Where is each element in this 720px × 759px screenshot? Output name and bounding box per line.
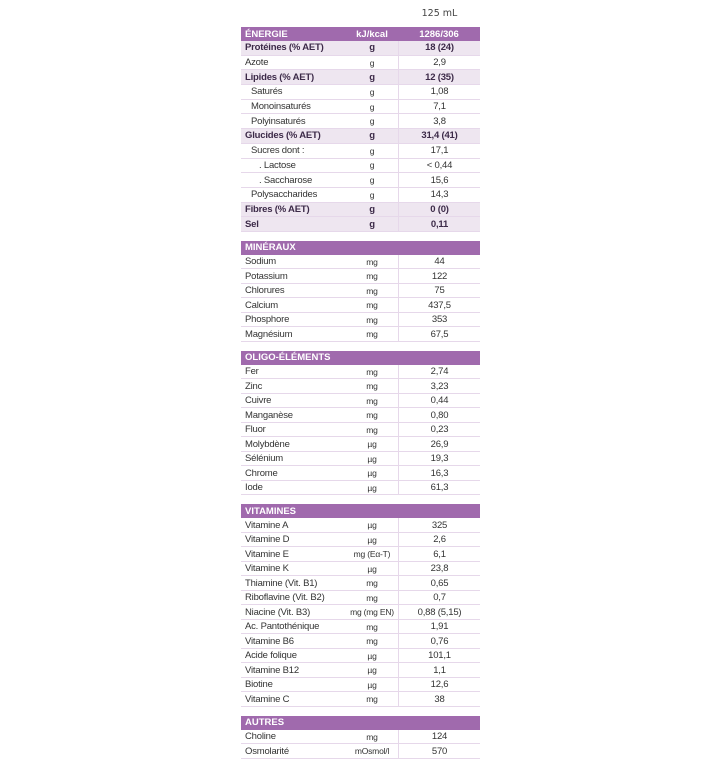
row-label: Chrome: [245, 467, 278, 479]
table-row: [241, 173, 480, 188]
table-row: [241, 144, 480, 159]
row-unit: µg: [367, 439, 377, 450]
row-label: Thiamine (Vit. B1): [245, 577, 318, 589]
row-unit: µg: [367, 534, 377, 545]
row-label: Sel: [245, 218, 259, 230]
row-label: Fer: [245, 366, 259, 378]
table-row: [241, 533, 480, 548]
table-row: [241, 379, 480, 394]
table-row: [241, 437, 480, 452]
table-row: [241, 466, 480, 481]
row-label: Biotine: [245, 679, 273, 691]
row-label: Osmolarité: [245, 745, 289, 757]
table-row: [241, 159, 480, 174]
row-unit: g: [369, 145, 375, 156]
row-value: 61,3: [398, 481, 480, 495]
table-row: [241, 100, 480, 115]
table-row: [241, 129, 480, 144]
row-unit: mg: [366, 381, 378, 392]
table-row: [241, 85, 480, 100]
row-label: Sucres dont :: [251, 145, 305, 157]
oligo-section: [241, 351, 480, 496]
row-value: < 0,44: [398, 159, 480, 173]
section-title: VITAMINES: [245, 505, 297, 517]
row-label: Acide folique: [245, 650, 297, 662]
row-value: 44: [398, 255, 480, 269]
table-row: [241, 365, 480, 380]
row-label: Choline: [245, 731, 276, 743]
table-row: [241, 518, 480, 533]
table-row: [241, 408, 480, 423]
row-unit: mg: [366, 285, 378, 296]
row-unit: mg: [366, 256, 378, 267]
row-label: Zinc: [245, 380, 263, 392]
row-value: 12 (35): [398, 70, 480, 84]
row-unit: mg: [366, 300, 378, 311]
row-label: Iode: [245, 482, 263, 494]
row-label: Vitamine E: [245, 548, 289, 560]
table-row: [241, 452, 480, 467]
row-label: Phosphore: [245, 314, 290, 326]
minerals-section: [241, 241, 480, 342]
row-label: Polyinsaturés: [251, 115, 306, 127]
row-label: Lipides (% AET): [245, 71, 314, 83]
row-label: Vitamine B6: [245, 635, 294, 647]
row-unit: mg: [366, 636, 378, 647]
row-unit: g: [369, 101, 375, 112]
row-label: Glucides (% AET): [245, 130, 321, 142]
row-unit: g: [369, 71, 375, 83]
vitamins-rows: [241, 518, 480, 707]
row-value: 16,3: [398, 466, 480, 480]
row-label: Vitamine A: [245, 519, 289, 531]
row-value: 570: [398, 744, 480, 758]
row-value: 67,5: [398, 327, 480, 341]
row-value: 7,1: [398, 100, 480, 114]
others-section: [241, 716, 480, 759]
row-unit: µg: [367, 482, 377, 493]
row-label: Azote: [245, 57, 269, 69]
row-value: 124: [398, 730, 480, 744]
row-value: 0,80: [398, 408, 480, 422]
row-label: Sélénium: [245, 453, 284, 465]
section-title: MINÉRAUX: [245, 242, 296, 254]
row-unit: µg: [367, 453, 377, 464]
row-unit: µg: [367, 650, 377, 661]
energy-section: [241, 27, 480, 232]
row-unit: mg (Eα-T): [353, 549, 391, 560]
row-value: 2,9: [398, 56, 480, 70]
table-row: [241, 217, 480, 232]
row-value: 0,76: [398, 634, 480, 648]
row-unit: g: [369, 189, 375, 200]
row-unit: mg: [366, 329, 378, 340]
table-row: [241, 327, 480, 342]
row-label: Calcium: [245, 299, 278, 311]
table-row: [241, 649, 480, 664]
section-title: ÉNERGIE: [245, 28, 288, 40]
row-value: 23,8: [398, 562, 480, 576]
row-label: Vitamine K: [245, 563, 289, 575]
vitamins-header-bar: [241, 504, 480, 518]
row-value: 18 (24): [398, 41, 480, 55]
row-value: 75: [398, 284, 480, 298]
table-row: [241, 188, 480, 203]
vitamins-section: [241, 504, 480, 707]
table-row: [241, 730, 480, 745]
row-value: 122: [398, 269, 480, 283]
row-label: Riboflavine (Vit. B2): [245, 592, 325, 604]
row-unit: g: [369, 160, 375, 171]
row-label: Vitamine B12: [245, 664, 299, 676]
table-row: [241, 269, 480, 284]
table-row: [241, 255, 480, 270]
row-unit: mg: [366, 395, 378, 406]
row-value: 0,11: [398, 217, 480, 231]
row-value: 325: [398, 518, 480, 532]
row-value: 2,74: [398, 365, 480, 379]
row-value: 101,1: [398, 649, 480, 663]
row-value: 6,1: [398, 547, 480, 561]
row-value: 0,7: [398, 591, 480, 605]
energy-value: 1286/306: [419, 28, 459, 40]
table-row: [241, 56, 480, 71]
row-unit: µg: [367, 520, 377, 531]
row-unit: mg: [366, 578, 378, 589]
row-label: . Lactose: [259, 159, 296, 171]
table-row: [241, 562, 480, 577]
table-row: [241, 576, 480, 591]
table-row: [241, 394, 480, 409]
nutrition-table: [241, 0, 480, 759]
table-row: [241, 284, 480, 299]
table-row: [241, 313, 480, 328]
table-row: [241, 203, 480, 218]
row-label: Niacine (Vit. B3): [245, 606, 311, 618]
volume-label: 125 mL: [421, 8, 458, 19]
row-unit: µg: [367, 679, 377, 690]
row-label: Fibres (% AET): [245, 203, 310, 215]
row-unit: g: [369, 218, 375, 230]
row-label: Chlorures: [245, 285, 285, 297]
table-row: [241, 620, 480, 635]
row-value: 0 (0): [398, 203, 480, 217]
row-label: Sodium: [245, 256, 277, 268]
row-label: Monoinsaturés: [251, 101, 311, 113]
row-value: 1,08: [398, 85, 480, 99]
section-title: OLIGO-ÉLÉMENTS: [245, 352, 331, 364]
oligo-header-bar: [241, 351, 480, 365]
row-value: 353: [398, 313, 480, 327]
row-value: 15,6: [398, 173, 480, 187]
row-unit: µg: [367, 468, 377, 479]
table-row: [241, 547, 480, 562]
energy-unit: kJ/kcal: [356, 28, 388, 40]
row-value: 0,44: [398, 394, 480, 408]
row-label: Molybdène: [245, 438, 290, 450]
row-label: Cuivre: [245, 395, 272, 407]
row-unit: mg: [366, 424, 378, 435]
row-label: Vitamine C: [245, 693, 290, 705]
energy-rows: [241, 41, 480, 232]
row-label: Manganèse: [245, 409, 293, 421]
table-row: [241, 663, 480, 678]
table-row: [241, 298, 480, 313]
row-value: 26,9: [398, 437, 480, 451]
row-unit: g: [369, 175, 375, 186]
row-unit: mg: [366, 621, 378, 632]
energy-header-bar: [241, 27, 480, 41]
table-row: [241, 692, 480, 707]
table-header: [241, 0, 480, 27]
row-label: Ac. Pantothénique: [245, 621, 320, 633]
minerals-rows: [241, 255, 480, 342]
row-value: 1,1: [398, 663, 480, 677]
row-label: Protéines (% AET): [245, 42, 324, 54]
row-unit: µg: [367, 665, 377, 676]
table-row: [241, 591, 480, 606]
row-value: 0,88 (5,15): [398, 605, 480, 619]
row-value: 38: [398, 692, 480, 706]
row-unit: mg (mg EN): [350, 607, 394, 618]
row-value: 1,91: [398, 620, 480, 634]
table-row: [241, 481, 480, 496]
row-unit: µg: [367, 563, 377, 574]
row-unit: g: [369, 57, 375, 68]
row-unit: mg: [366, 271, 378, 282]
table-row: [241, 41, 480, 56]
row-label: . Saccharose: [259, 174, 313, 186]
row-unit: g: [369, 116, 375, 127]
others-header-bar: [241, 716, 480, 730]
row-value: 2,6: [398, 533, 480, 547]
row-unit: mg: [366, 731, 378, 742]
row-value: 0,65: [398, 576, 480, 590]
row-value: 12,6: [398, 678, 480, 692]
row-unit: mg: [366, 694, 378, 705]
table-row: [241, 70, 480, 85]
row-value: 17,1: [398, 144, 480, 158]
table-row: [241, 634, 480, 649]
table-row: [241, 114, 480, 129]
row-unit: mOsmol/l: [354, 746, 390, 757]
row-value: 3,23: [398, 379, 480, 393]
row-value: 3,8: [398, 114, 480, 128]
minerals-header-bar: [241, 241, 480, 255]
row-value: 0,23: [398, 423, 480, 437]
row-unit: mg: [366, 314, 378, 325]
row-unit: g: [369, 203, 375, 215]
row-unit: mg: [366, 366, 378, 377]
row-value: 31,4 (41): [398, 129, 480, 143]
row-label: Saturés: [251, 86, 283, 98]
row-label: Polysaccharides: [251, 189, 318, 201]
section-title: AUTRES: [245, 717, 285, 729]
row-unit: mg: [366, 410, 378, 421]
row-label: Fluor: [245, 424, 266, 436]
row-value: 19,3: [398, 452, 480, 466]
row-label: Potassium: [245, 270, 288, 282]
oligo-rows: [241, 365, 480, 496]
others-rows: [241, 730, 480, 759]
row-value: 437,5: [398, 298, 480, 312]
row-unit: mg: [366, 592, 378, 603]
row-unit: g: [369, 130, 375, 142]
row-unit: g: [369, 42, 375, 54]
row-value: 14,3: [398, 188, 480, 202]
row-unit: g: [369, 86, 375, 97]
table-row: [241, 605, 480, 620]
table-row: [241, 744, 480, 759]
table-row: [241, 423, 480, 438]
row-label: Vitamine D: [245, 534, 290, 546]
table-row: [241, 678, 480, 693]
row-label: Magnésium: [245, 328, 293, 340]
